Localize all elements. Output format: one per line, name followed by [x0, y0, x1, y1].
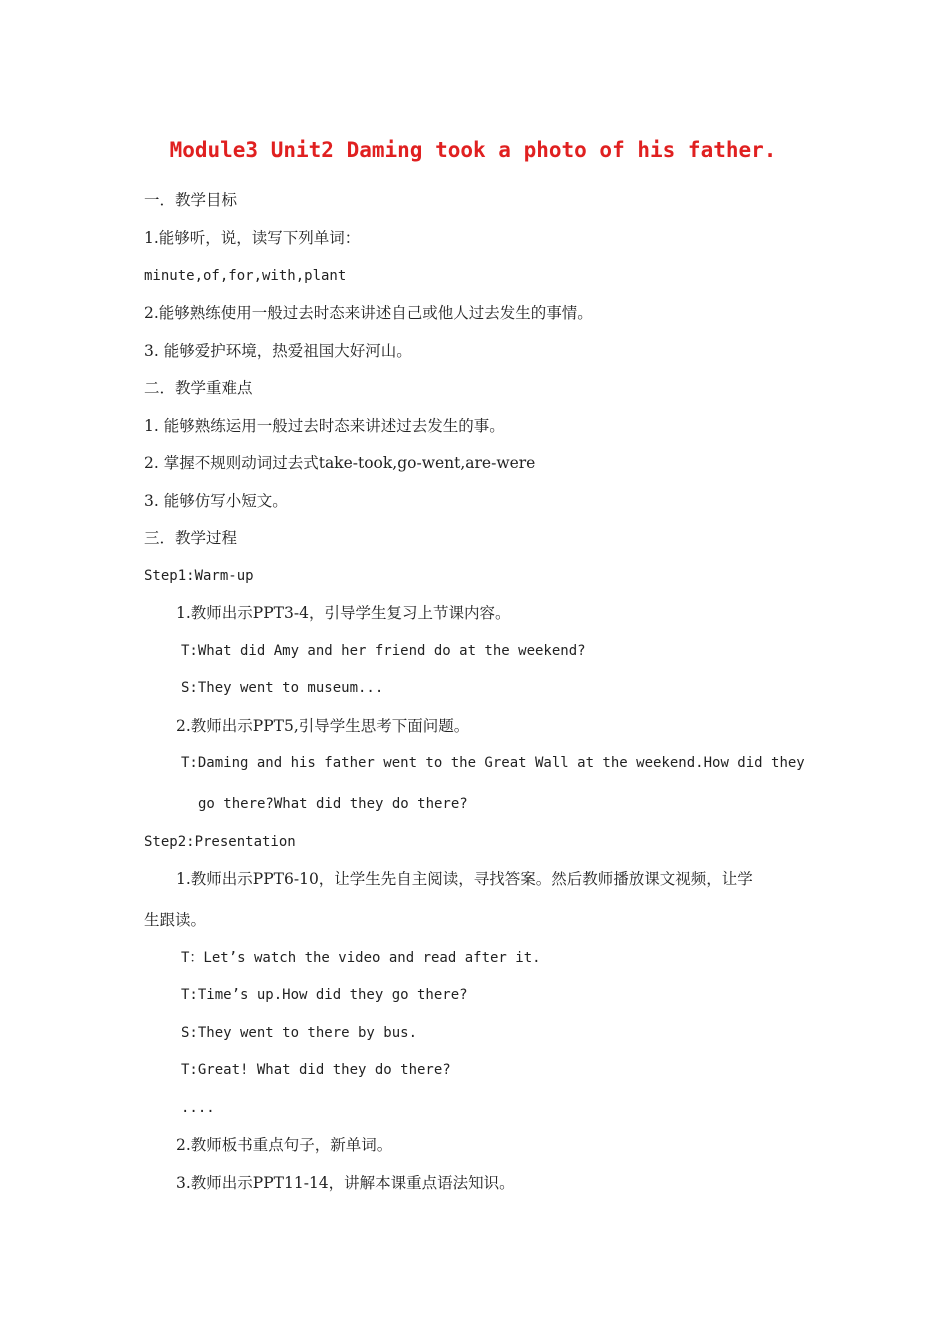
text-line: 1.教师出示PPT6-10，让学生先自主阅读，寻找答案。然后教师播放课文视频，让学 [176, 870, 753, 888]
text-line: 3. 能够爱护环境，热爱祖国大好河山。 [144, 342, 412, 360]
dialogue-line: T：Let’s watch the video and read after it. [181, 950, 541, 966]
text-line: 2. 掌握不规则动词过去式take-took,go-went,are-were [144, 454, 536, 472]
dialogue-line: T:Great! What did they do there? [181, 1062, 451, 1078]
dialogue-line: T:What did Amy and her friend do at the weekend? [181, 643, 586, 659]
text-line: 3. 能够仿写小短文。 [144, 492, 288, 510]
text-line: 生跟读。 [144, 911, 207, 929]
vocabulary-line: minute,of,for,with,plant [144, 268, 347, 284]
text-line: 2.教师出示PPT5,引导学生思考下面问题。 [176, 717, 470, 735]
text-line: 2.教师板书重点句子，新单词。 [176, 1136, 393, 1154]
section-heading-objectives: 一．教学目标 [144, 191, 238, 209]
text-line: 2.能够熟练使用一般过去时态来讲述自己或他人过去发生的事情。 [144, 304, 593, 322]
text-line: 1.能够听，说，读写下列单词： [144, 229, 361, 247]
text-line: 1. 能够熟练运用一般过去时态来讲述过去发生的事。 [144, 417, 505, 435]
step-heading: Step2:Presentation [144, 834, 296, 850]
ellipsis-line: .... [181, 1100, 215, 1116]
dialogue-line: S:They went to museum... [181, 680, 384, 696]
dialogue-line: go there?What did they do there? [198, 796, 468, 812]
dialogue-line: T:Time’s up.How did they go there? [181, 987, 468, 1003]
text-line: 3.教师出示PPT11-14，讲解本课重点语法知识。 [176, 1174, 515, 1192]
section-heading-process: 三．教学过程 [144, 529, 238, 547]
text-line: 1.教师出示PPT3-4，引导学生复习上节课内容。 [176, 604, 511, 622]
dialogue-line: S:They went to there by bus. [181, 1025, 418, 1041]
section-heading-key-points: 二．教学重难点 [144, 379, 253, 397]
document-title: Module3 Unit2 Daming took a photo of his father. [169, 138, 777, 162]
step-heading: Step1:Warm-up [144, 568, 254, 584]
dialogue-line: T:Daming and his father went to the Great Wall at the weekend.How did they [181, 755, 805, 771]
